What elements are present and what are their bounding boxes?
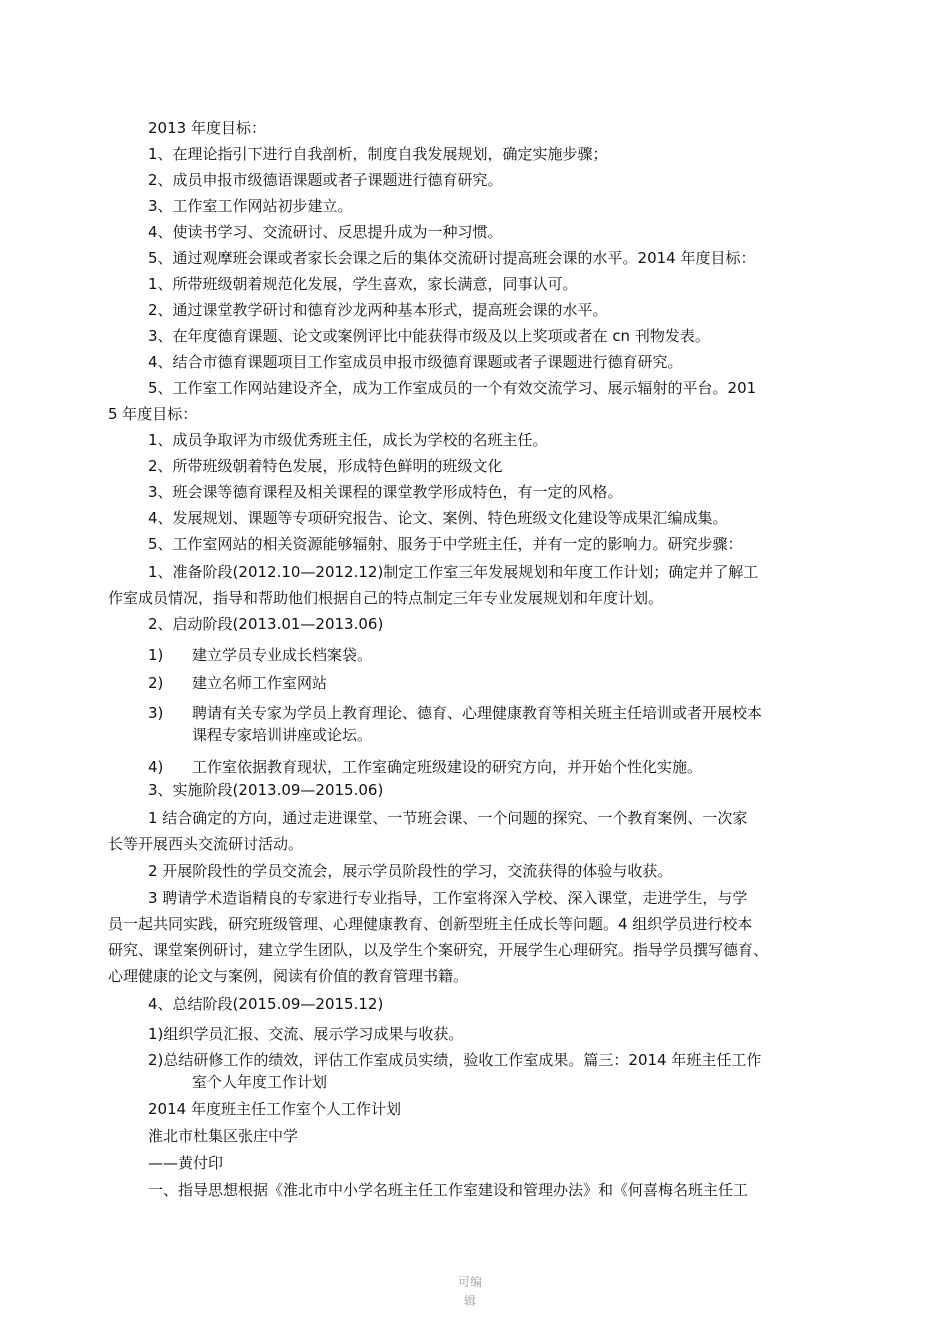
text-line: 2013 年度目标： [148, 119, 266, 137]
text-line: 室个人年度工作计划 [192, 1073, 328, 1091]
text-line: 2、通过课堂教学研讨和德育沙龙两种基本形式，提高班会课的水平。 [148, 301, 608, 319]
text-line: 2、启动阶段(2013.01—2013.06) [148, 615, 384, 633]
list-item [148, 703, 888, 723]
list-number: 3) [148, 704, 164, 722]
text-line: 4、总结阶段(2015.09—2015.12) [148, 995, 384, 1013]
text-line: 一、指导思想根据《淮北市中小学名班主任工作室建设和管理办法》和《何喜梅名班主任工 [148, 1181, 749, 1199]
text-line: 4、发展规划、课题等专项研究报告、论文、案例、特色班级文化建设等成果汇编成集。 [148, 509, 728, 527]
list-item [148, 673, 888, 693]
text-line: 1、成员争取评为市级优秀班主任，成长为学校的名班主任。 [148, 431, 548, 449]
text-line: 作室成员情况，指导和帮助他们根据自己的特点制定三年专业发展规划和年度计划。 [108, 589, 664, 607]
list-number: 1) [148, 646, 164, 664]
text-line: 淮北市杜集区张庄中学 [148, 1127, 299, 1145]
text-line: 3、工作室工作网站初步建立。 [148, 197, 353, 215]
text-line: 1、在理论指引下进行自我剖析，制度自我发展规划，确定实施步骤； [148, 145, 608, 163]
text-line: 2014 年度班主任工作室个人工作计划 [148, 1100, 401, 1118]
list-item [148, 757, 888, 777]
text-line: ——黄付印 [148, 1154, 224, 1172]
text-line: 长等开展西头交流研讨活动。 [108, 835, 304, 853]
text-line: 1 结合确定的方向，通过走进课堂、一节班会课、一个问题的探究、一个教育案例、一次家 [148, 809, 748, 827]
text-line: 2)总结研修工作的绩效，评估工作室成员实绩，验收工作室成果。篇三：2014 年班主任工作 [148, 1051, 762, 1069]
list-item [148, 645, 888, 665]
text-line: 5、工作室网站的相关资源能够辐射、服务于中学班主任，并有一定的影响力。研究步骤： [148, 535, 743, 553]
list-text: 建立名师工作室网站 [192, 674, 328, 692]
list-text: 工作室依据教育现状，工作室确定班级建设的研究方向，并开始个性化实施。 [192, 758, 703, 776]
text-line: 5、通过观摩班会课或者家长会课之后的集体交流研讨提高班会课的水平。2014 年度目标： [148, 249, 756, 267]
text-line: 心理健康的论文与案例，阅读有价值的教育管理书籍。 [108, 967, 469, 985]
list-text: 聘请有关专家为学员上教育理论、德育、心理健康教育等相关班主任培训或者开展校本 [192, 704, 763, 722]
text-line: 3、班会课等德育课程及相关课程的课堂教学形成特色，有一定的风格。 [148, 483, 623, 501]
text-line: 3、在年度德育课题、论文或案例评比中能获得市级及以上奖项或者在 cn 刊物发表。 [148, 327, 710, 345]
text-line: 1、所带班级朝着规范化发展，学生喜欢，家长满意，同事认可。 [148, 275, 578, 293]
text-line: 3、实施阶段(2013.09—2015.06) [148, 781, 384, 799]
text-line: 1、准备阶段(2012.10—2012.12)制定工作室三年发展规划和年度工作计划；确定并了解工 [148, 563, 759, 581]
footer-text: 辑 [463, 1294, 476, 1308]
list-number: 4) [148, 758, 164, 776]
list-item-continuation: 课程专家培训讲座或论坛。 [192, 726, 373, 744]
text-line: 员一起共同实践，研究班级管理、心理健康教育、创新型班主任成长等问题。4 组织学员进行校本 [108, 915, 753, 933]
text-line: 2、所带班级朝着特色发展，形成特色鲜明的班级文化 [148, 457, 503, 475]
footer-text: 可编 [457, 1275, 482, 1289]
text-line: 4、结合市德育课题项目工作室成员申报市级德育课题或者子课题进行德育研究。 [148, 353, 683, 371]
text-line: 1)组织学员汇报、交流、展示学习成果与收获。 [148, 1025, 464, 1043]
list-text: 建立学员专业成长档案袋。 [192, 646, 373, 664]
text-line: 5、工作室工作网站建设齐全，成为工作室成员的一个有效交流学习、展示辐射的平台。201 [148, 379, 757, 397]
list-number: 2) [148, 674, 164, 692]
text-line: 5 年度目标： [108, 405, 198, 423]
text-line: 2、成员申报市级德语课题或者子课题进行德育研究。 [148, 171, 503, 189]
text-line: 3 聘请学术造诣精良的专家进行专业指导，工作室将深入学校、深入课堂，走进学生，与学 [148, 889, 748, 907]
text-line: 2 开展阶段性的学员交流会，展示学员阶段性的学习，交流获得的体验与收获。 [148, 862, 673, 880]
text-line: 研究、课堂案例研讨，建立学生团队，以及学生个案研究，开展学生心理研究。指导学员撰写德育、 [108, 941, 769, 959]
text-line: 4、使读书学习、交流研讨、反思提升成为一种习惯。 [148, 223, 503, 241]
